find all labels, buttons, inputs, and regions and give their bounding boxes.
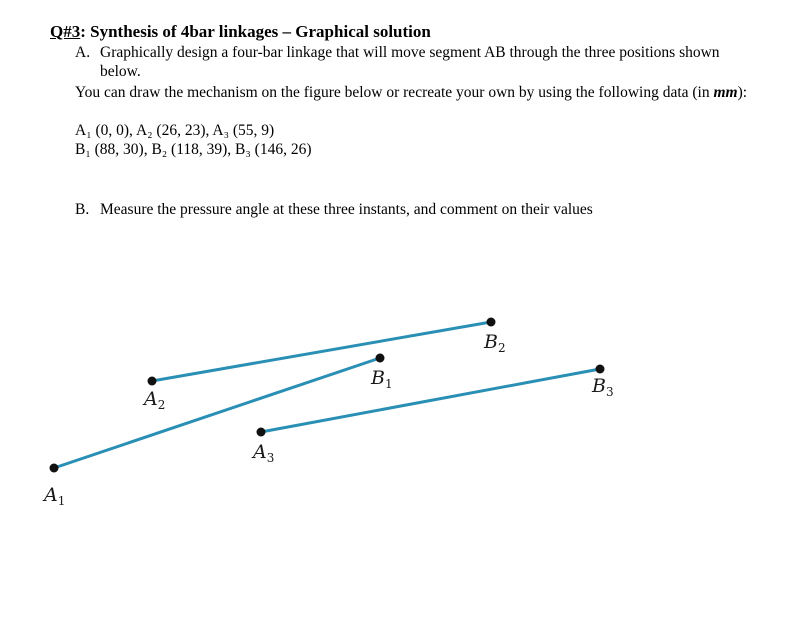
segment-ab-1	[54, 358, 380, 468]
segment-ab-2	[152, 322, 491, 381]
point-b2	[487, 318, 496, 327]
segment-ab-3	[261, 369, 600, 432]
label-a2: $A_2$	[144, 388, 166, 412]
label-a1: $A_1$	[44, 484, 66, 508]
point-a2	[148, 377, 157, 386]
instructions-unit: mm	[713, 84, 738, 101]
point-b1	[376, 354, 385, 363]
part-b-label: B.	[75, 201, 90, 218]
label-b3: $B_3$	[592, 375, 614, 399]
instructions-text: You can draw the mechanism on the figure below or recreate your own by using the following data (in	[75, 84, 714, 101]
label-a3: $A_3$	[253, 441, 275, 465]
part-a-text-line1: Graphically design a four-bar linkage that will move segment AB through the three positions shown	[100, 44, 720, 61]
coords-b-line: B₁ (88, 30), B₂ (118, 39), B₃ (146, 26)	[75, 141, 312, 158]
label-b1: $B_1$	[371, 367, 393, 391]
part-a-text-line2: below.	[100, 63, 141, 80]
instructions-tail: ):	[737, 84, 748, 101]
point-a1	[50, 464, 59, 473]
label-b2: $B_2$	[484, 331, 506, 355]
point-a3	[257, 428, 266, 437]
point-b3	[596, 365, 605, 374]
coords-a-line: A₁ (0, 0), A₂ (26, 23), A₃ (55, 9)	[75, 122, 275, 139]
question-number: Q#3	[50, 22, 81, 41]
part-a-label: A.	[75, 44, 91, 61]
question-title-text: : Synthesis of 4bar linkages – Graphical solution	[80, 22, 431, 41]
part-b-text: Measure the pressure angle at these three instants, and comment on their values	[100, 201, 593, 218]
